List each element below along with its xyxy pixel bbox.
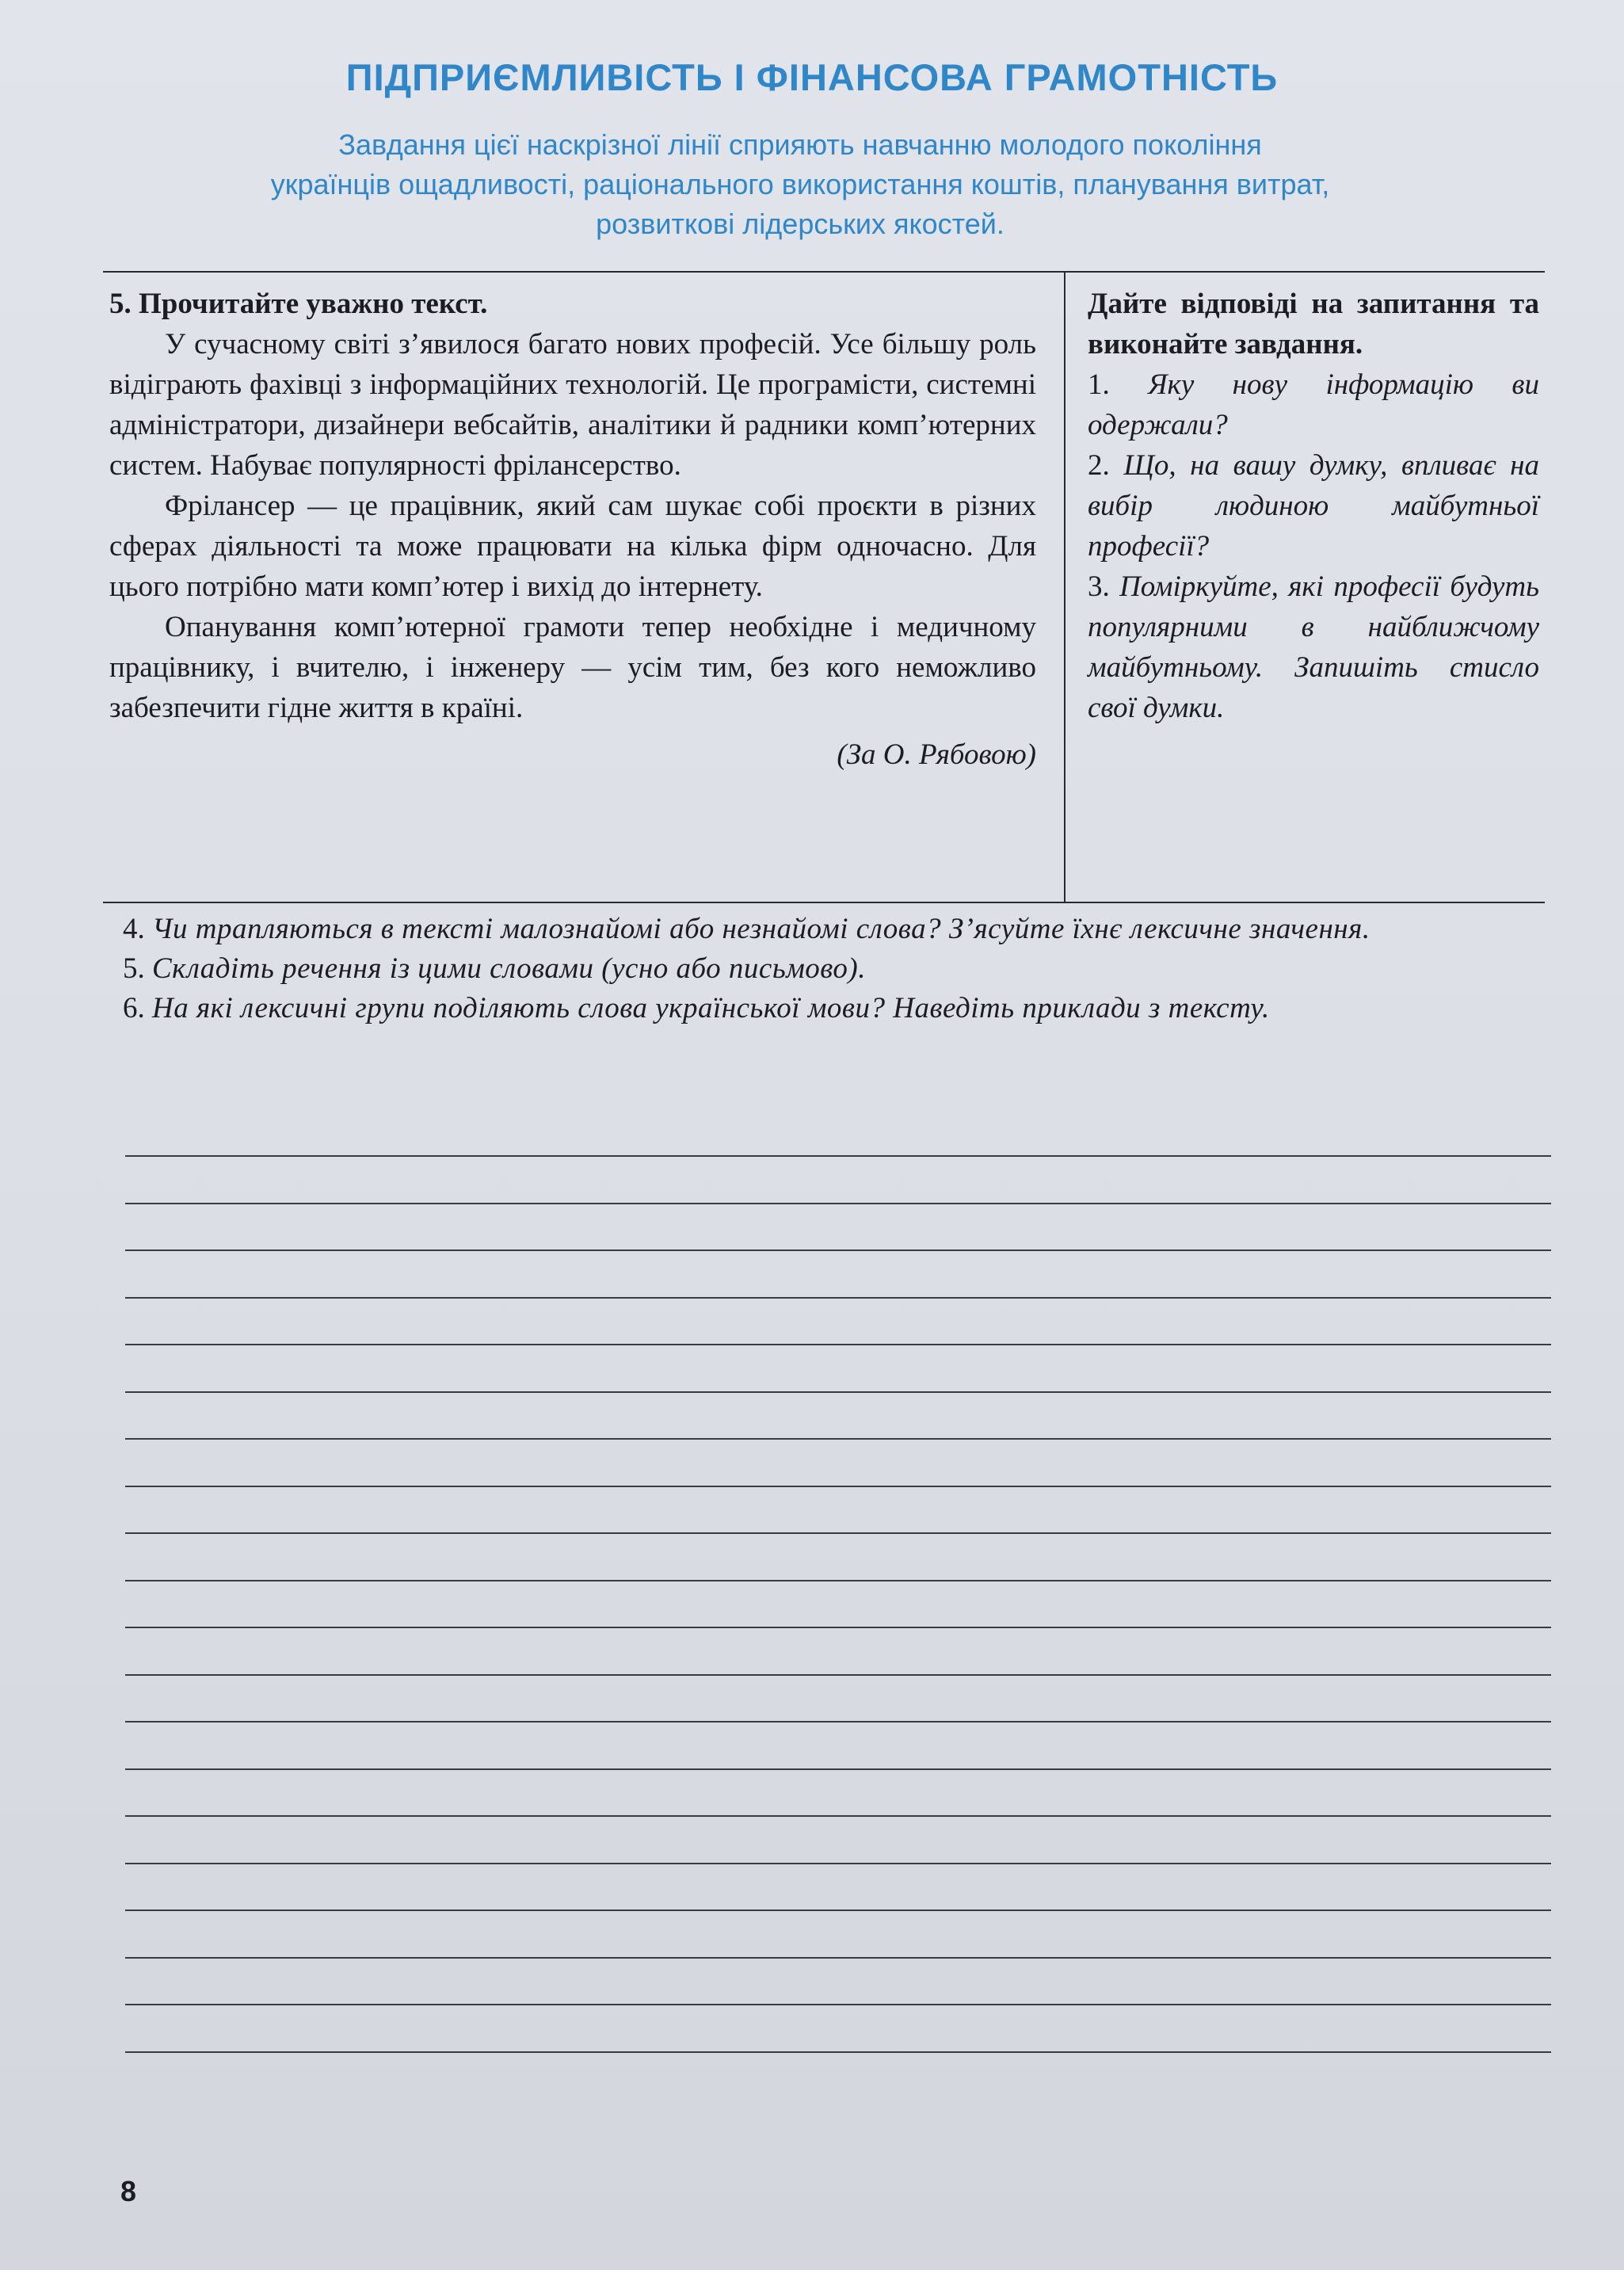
writing-line [125,1203,1551,1204]
divider-top [103,271,1545,273]
question-number: 1. [1088,368,1110,401]
writing-line [125,1815,1551,1817]
task-item [123,910,1549,949]
writing-line [125,1909,1551,1911]
writing-line [125,1627,1551,1628]
question-item [1088,445,1539,567]
text-paragraph: Опанування комп’ютерної грамоти тепер необхідне і медичному працівнику, і вчителю, і інженеру — усім тим, без кого неможливо забезпечити гідне життя в країні. [109,611,1036,724]
task-number: 6. [123,992,145,1024]
writing-line [125,1438,1551,1440]
page-number: 8 [120,2175,137,2207]
task-text: Чи трапляються в тексті малознайомі або незнайомі слова? З’ясуйте їхнє лексичне значення. [152,913,1370,945]
writing-line [125,1580,1551,1581]
writing-line [125,1532,1551,1534]
column-divider [1064,272,1066,902]
task-text: Складіть речення із цими словами (усно або письмово). [152,952,866,985]
question-text: Яку нову інформацію ви одержали? [1088,368,1539,441]
task-number: 4. [123,913,145,945]
text-paragraph: У сучасному світі з’явилося багато нових професій. Усе більшу роль відіграють фахівці з інформаційних технологій. Це програмісти, системні адміністратори, дизайнери вебсайтів, аналітики й радники комп’ютерних систем. Набуває популярності фрілансерство. [109,328,1036,482]
questions-heading: Дайте відповіді на запитання та виконайте завдання. [1088,288,1539,361]
task-item [123,989,1549,1028]
task-number: 5. [123,952,145,985]
writing-line [125,1768,1551,1770]
writing-line [125,1155,1551,1157]
writing-line [125,1344,1551,1345]
section-intro [119,125,1481,244]
task-item [123,949,1549,989]
writing-line [125,1486,1551,1487]
intro-line: розвиткові лідерських якостей. [596,208,1005,240]
question-number: 2. [1088,449,1110,482]
task-text: На які лексичні групи поділяють слова української мови? Наведіть приклади з тексту. [152,992,1270,1024]
exercise-heading: 5. Прочитайте уважно текст. [109,288,488,320]
writing-line [125,1721,1551,1723]
question-text: Поміркуйте, які професії будуть популярними в найближчому майбутньому. Запишіть стисло свої думки. [1088,570,1539,724]
writing-line [125,2004,1551,2005]
tasks-list [123,910,1549,1028]
text-paragraph: Фрілансер — це працівник, який сам шукає собі проєкти в різних сферах діяльності та може працювати на кілька фірм одночасно. Для цього потрібно мати комп’ютер і вихід до інтернету. [109,490,1036,603]
writing-line [125,1249,1551,1251]
writing-line [125,2051,1551,2053]
section-title: ПІДПРИЄМЛИВІСТЬ І ФІНАНСОВА ГРАМОТНІСТЬ [345,56,1279,98]
writing-line [125,1391,1551,1393]
writing-line [125,1297,1551,1299]
intro-line: Завдання цієї наскрізної лінії сприяють навчанню молодого покоління [338,128,1262,161]
question-number: 3. [1088,570,1110,603]
writing-line [125,1957,1551,1959]
questions-column [1088,284,1539,728]
reading-text [109,284,1036,775]
writing-line [125,1863,1551,1864]
writing-line [125,1674,1551,1676]
question-text: Що, на вашу думку, впливає на вибір людиною майбутньої професії? [1088,449,1540,563]
question-item [1088,364,1539,445]
intro-line: українців ощадливості, раціонального використання коштів, планування витрат, [270,168,1330,200]
question-item [1088,567,1539,728]
text-source: (За О. Рябовою) [837,738,1036,771]
writing-lines-area[interactable] [125,1155,1551,2090]
divider-middle [103,902,1545,903]
